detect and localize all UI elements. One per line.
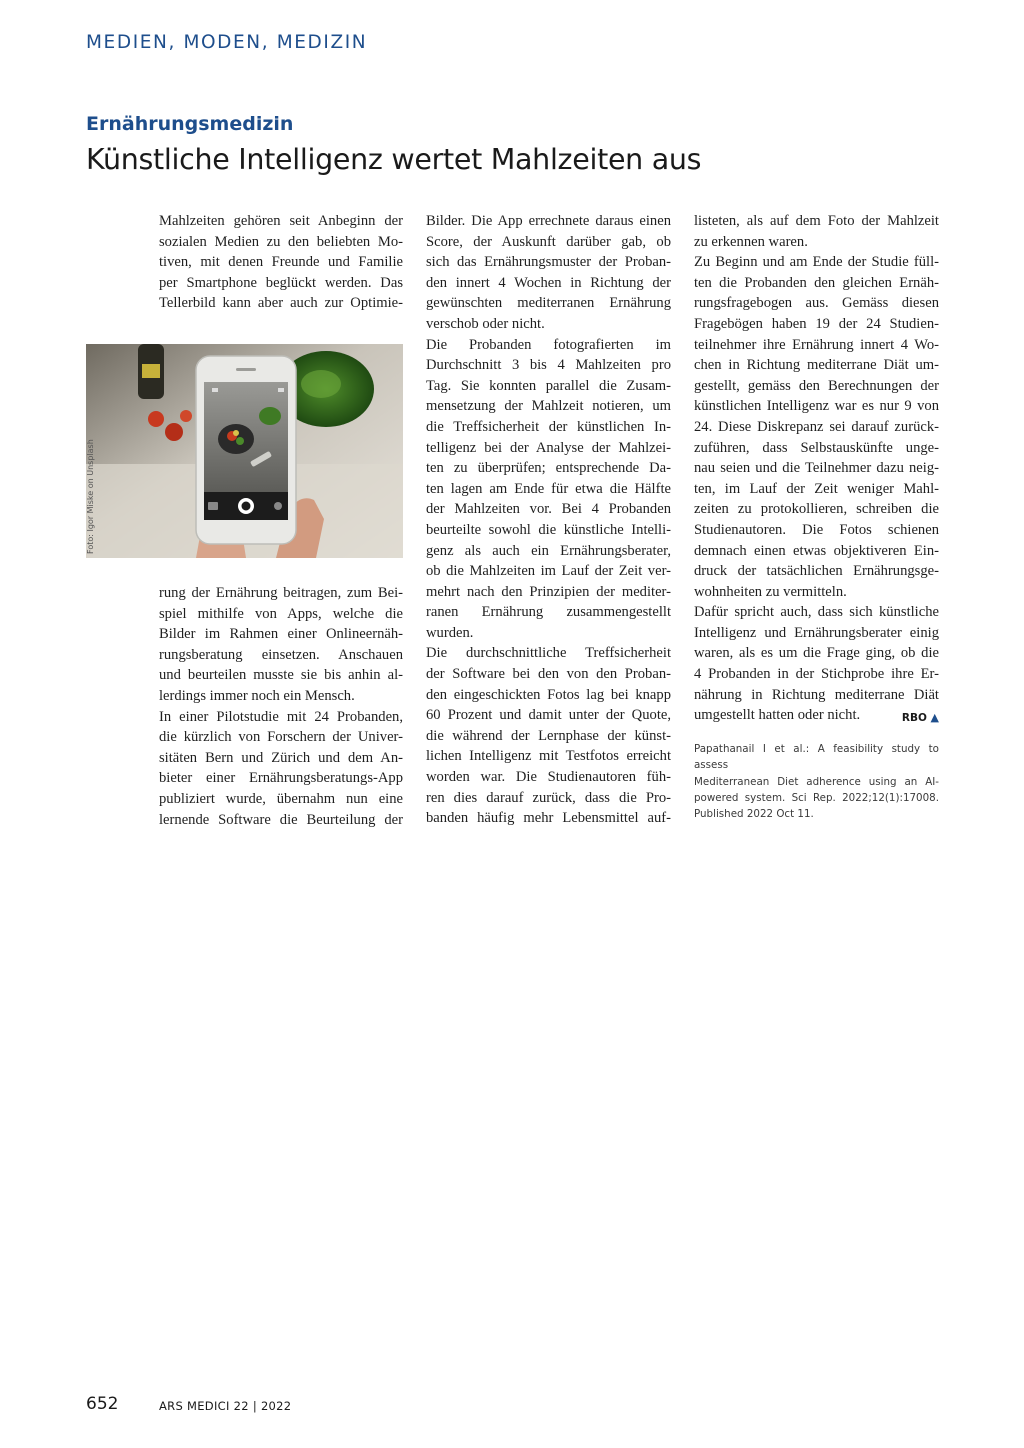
text-line: tiven, mit denen Freunde und Familie bbox=[159, 254, 403, 271]
text-line: gestellt, gemäss den Berechnungen der bbox=[694, 377, 939, 394]
text-line: verschob oder nicht. bbox=[426, 315, 545, 332]
article-photo bbox=[86, 344, 403, 558]
text-line: druck der tatsächlichen Ernährungsge- bbox=[694, 563, 939, 580]
text-line: 24. Diese Diskrepanz sei darauf zurück- bbox=[694, 418, 939, 435]
text-line: Die durchschnittliche Treffsicherheit bbox=[426, 645, 671, 662]
paragraph-accuracy bbox=[426, 643, 671, 828]
text-line: Score, der Auskunft darüber gab, ob bbox=[426, 233, 671, 250]
text-line: ten die Probanden den gleichen Ernäh- bbox=[694, 274, 939, 291]
text-line: beurteilte sowohl die künstliche Intelli- bbox=[426, 521, 671, 538]
page-number: 652 bbox=[86, 1394, 119, 1414]
text-line: listeten, als auf dem Foto der Mahlzeit bbox=[694, 213, 939, 229]
text-line: Mediterranean Diet adherence using an AI- bbox=[694, 775, 939, 788]
text-line: bieter einer Ernährungsberatungs-App bbox=[159, 770, 403, 787]
text-line: sozialen Medien zu den beliebten Mo- bbox=[159, 233, 403, 250]
text-line: rung der Ernährung beitragen, zum Bei- bbox=[159, 585, 403, 601]
text-line: teilnehmer ihre Ernährung innert 4 Wo- bbox=[694, 336, 939, 353]
author-initials: RBO bbox=[901, 712, 927, 725]
text-line: publiziert wurde, übernahm nun eine bbox=[159, 790, 403, 807]
text-line: Published 2022 Oct 11. bbox=[694, 808, 814, 821]
text-line: demnach einen etwas objektiveren Ein- bbox=[694, 542, 939, 559]
text-line: die Treffsicherheit der künstlichen In- bbox=[426, 418, 671, 435]
text-line: banden häufig mehr Lebensmittel auf- bbox=[426, 810, 671, 827]
text-line: rungsfragebogen aus. Gemäss diesen bbox=[694, 295, 939, 312]
text-line: ranen Ernährung zusammengestellt bbox=[426, 604, 671, 621]
text-line: spiel mithilfe von Apps, welche die bbox=[159, 605, 403, 622]
text-line: mensetzung der Mahlzeit notieren, um bbox=[426, 398, 671, 415]
journal-footer: ARS MEDICI 22 | 2022 bbox=[159, 1399, 292, 1413]
text-line: nährung in Richtung mediterrane Diät bbox=[694, 686, 939, 703]
text-line: Zu Beginn und am Ende der Studie füll- bbox=[694, 254, 939, 271]
text-line: künstlichen Intelligenz war es nur 9 von bbox=[694, 398, 939, 415]
text-line: per Smartphone beglückt werden. Das bbox=[159, 274, 403, 291]
text-line: wurden. bbox=[426, 624, 474, 641]
text-line: worden war. Die Studienautoren füh- bbox=[426, 769, 671, 786]
text-line: nau seien und die Teilnehmer dazu neig- bbox=[694, 460, 939, 477]
text-line: zeiten zu protokollieren, schreiben die bbox=[694, 501, 939, 518]
paragraph-agreement-text bbox=[694, 602, 939, 723]
text-line: genz als auch ein Ernährungsberater, bbox=[426, 542, 671, 559]
text-line: wohnheiten zu vermitteln. bbox=[694, 583, 847, 600]
text-line: Tag. Sie konnten parallel die Zusam- bbox=[426, 377, 671, 394]
text-line: Mahlzeiten gehören seit Anbeginn der bbox=[159, 213, 403, 229]
text-line: sich das Ernährungsmuster der Proban- bbox=[426, 254, 671, 271]
text-line: 4 Probanden in der Stichprobe ihre Er- bbox=[694, 666, 939, 683]
text-line: Dafür spricht auch, dass sich künstliche bbox=[694, 604, 939, 621]
text-line: den eingeschickten Fotos lag bei knapp bbox=[426, 686, 671, 703]
text-line: rungsberatung einsetzen. Anschauen bbox=[159, 646, 403, 663]
article-title: Künstliche Intelligenz wertet Mahlzeiten aus bbox=[86, 143, 702, 176]
reference bbox=[694, 741, 939, 822]
text-line: Studienautoren. Die Fotos schienen bbox=[694, 521, 939, 538]
text-line: der Software bei den von den Proban- bbox=[426, 666, 671, 683]
text-line: Tellerbild kann aber auch zur Optimie- bbox=[159, 295, 403, 312]
column-2 bbox=[426, 211, 671, 829]
text-line: Durchschnitt 3 bis 4 Mahlzeiten pro bbox=[426, 357, 671, 374]
text-line: lerdings immer noch ein Mensch. bbox=[159, 687, 355, 704]
text-line: die kürzlich von Forschern der Univer- bbox=[159, 729, 403, 746]
text-line: ten lagen am Ende für etwa die Hälfte bbox=[426, 480, 671, 497]
text-line: In einer Pilotstudie mit 24 Probanden, bbox=[159, 708, 403, 725]
text-line: und beurteilen musste sie bis anhin al- bbox=[159, 667, 403, 684]
text-line: chen in Richtung mediterrane Diät um- bbox=[694, 357, 939, 374]
paragraph-listed bbox=[694, 211, 939, 252]
text-line: ten, im Lauf der Zeit weniger Mahl- bbox=[694, 480, 939, 497]
text-line: lichen Intelligenz mit Testfotos erreicht bbox=[426, 748, 671, 765]
text-line: der Mahlzeiten vor. Bei 4 Probanden bbox=[426, 501, 671, 518]
text-line: ten zu überprüfen; entsprechende Da- bbox=[426, 460, 671, 477]
paragraph-agreement bbox=[694, 602, 939, 726]
text-line: ob die Mahlzeiten im Lauf der Zeit ver- bbox=[426, 563, 671, 580]
paragraph-photos bbox=[426, 335, 671, 644]
text-line: die während der Lernphase der künst- bbox=[426, 727, 671, 744]
text-line: zuführen, dass Selbstauskünfte unge- bbox=[694, 439, 939, 456]
paragraph-pilot-study bbox=[159, 707, 403, 831]
text-line: umgestellt hatten oder nicht. bbox=[694, 707, 861, 724]
photo-credit: Foto: Igor Miske on Unsplash bbox=[86, 439, 95, 554]
text-line: den innert 4 Wochen in Richtung der bbox=[426, 274, 671, 291]
paragraph-questionnaire bbox=[694, 252, 939, 602]
article-kicker: Ernährungsmedizin bbox=[86, 113, 294, 135]
text-line: Fragebögen haben 19 der 24 Studien- bbox=[694, 315, 939, 332]
text-line: Intelligenz und Ernährungsberater einig bbox=[694, 624, 939, 641]
text-line: powered system. Sci Rep. 2022;12(1):17008. bbox=[694, 791, 939, 804]
text-line: mehrt nach den Prinzipien der mediter- bbox=[426, 583, 671, 600]
text-line: Bilder. Die App errechnete daraus einen bbox=[426, 213, 671, 229]
paragraph-score bbox=[426, 211, 671, 335]
text-line: telligenz bei der Analyse der Mahlzei- bbox=[426, 439, 671, 456]
text-line: sitäten Bern und Zürich und dem An- bbox=[159, 749, 403, 766]
smartphone-food-photo bbox=[86, 344, 403, 558]
text-line: 60 Prozent und damit unter der Quote, bbox=[426, 707, 671, 724]
text-line: gewünschten mediterranen Ernährung bbox=[426, 295, 671, 312]
triangle-icon: ▲ bbox=[930, 711, 939, 725]
text-line: zu erkennen waren. bbox=[694, 233, 808, 250]
paragraph-apps bbox=[159, 583, 403, 707]
column-1-bottom bbox=[159, 583, 403, 830]
text-line: waren, als es um die Frage ging, ob die bbox=[694, 645, 939, 662]
text-line: Die Probanden fotografierten im bbox=[426, 336, 671, 353]
column-1-top bbox=[159, 211, 403, 314]
author-tag bbox=[902, 708, 939, 729]
text-line: lernende Software die Beurteilung der bbox=[159, 811, 403, 828]
section-label: MEDIEN, MODEN, MEDIZIN bbox=[86, 32, 368, 53]
paragraph-intro bbox=[159, 211, 403, 314]
column-3 bbox=[694, 211, 939, 729]
text-line: Papathanail I et al.: A feasibility study to assess bbox=[694, 743, 939, 772]
text-line: Bilder im Rahmen einer Onlineernäh- bbox=[159, 626, 403, 643]
text-line: ren dies darauf zurück, dass die Pro- bbox=[426, 789, 671, 806]
